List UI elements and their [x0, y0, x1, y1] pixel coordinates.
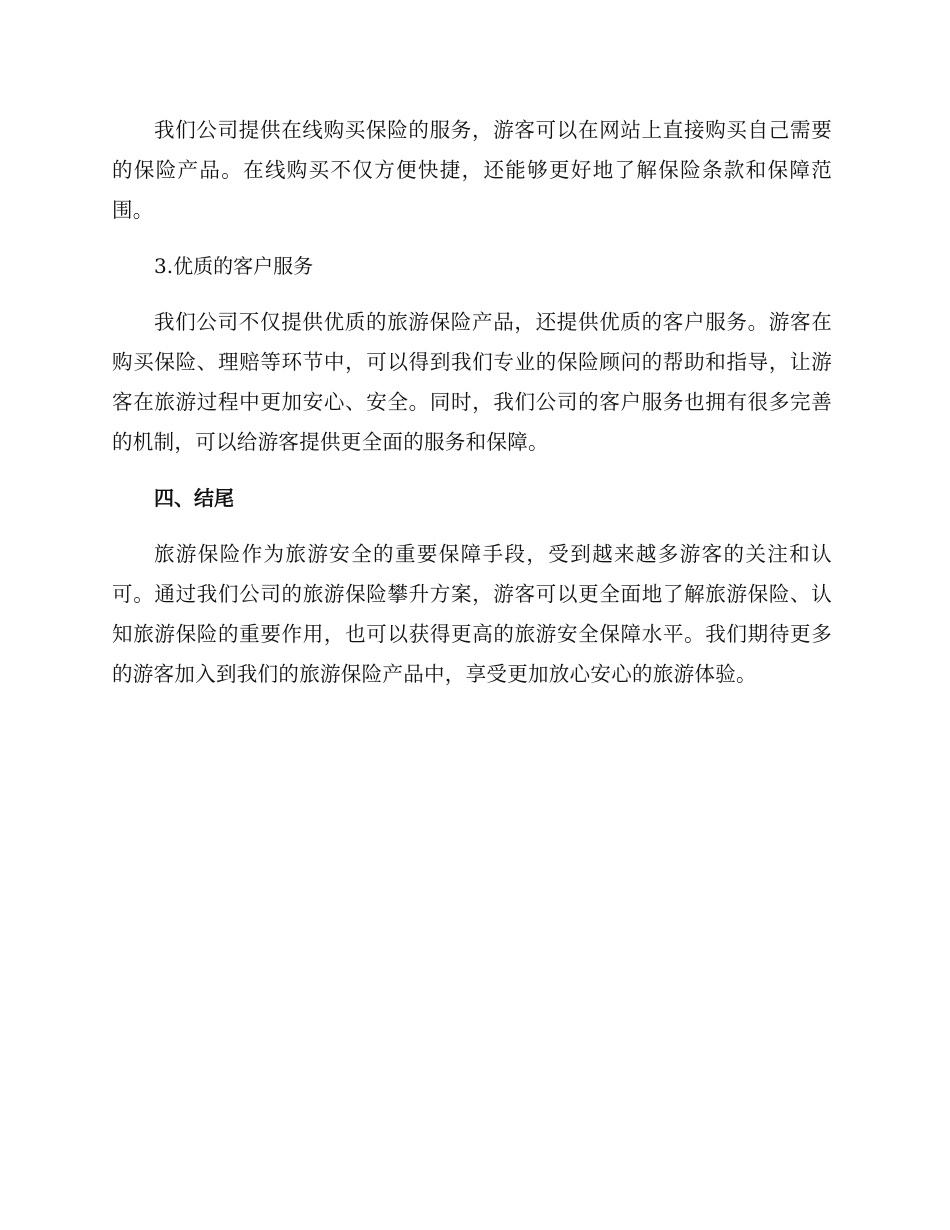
section-heading-conclusion: 四、结尾	[154, 486, 234, 510]
subheading-customer-service: 3.优质的客户服务	[154, 254, 314, 278]
paragraph-customer-service: 我们公司不仅提供优质的旅游保险产品，还提供优质的客户服务。游客在购买保险、理赔等环节中，可以得到我们专业的保险顾问的帮助和指导，让游客在旅游过程中更加安心、安全。同时，我们公司的客户服务也拥有很多完善的机制，可以给游客提供更全面的服务和保障。	[112, 310, 832, 454]
paragraph-online-purchase: 我们公司提供在线购买保险的服务，游客可以在网站上直接购买自己需要的保险产品。在线购买不仅方便快捷，还能够更好地了解保险条款和保障范围。	[112, 118, 832, 222]
paragraph-conclusion: 旅游保险作为旅游安全的重要保障手段，受到越来越多游客的关注和认可。通过我们公司的旅游保险攀升方案，游客可以更全面地了解旅游保险、认知旅游保险的重要作用，也可以获得更高的旅游安全保障水平。我们期待更多的游客加入到我们的旅游保险产品中，享受更加放心安心的旅游体验。	[112, 542, 832, 686]
document-body	[112, 110, 832, 710]
